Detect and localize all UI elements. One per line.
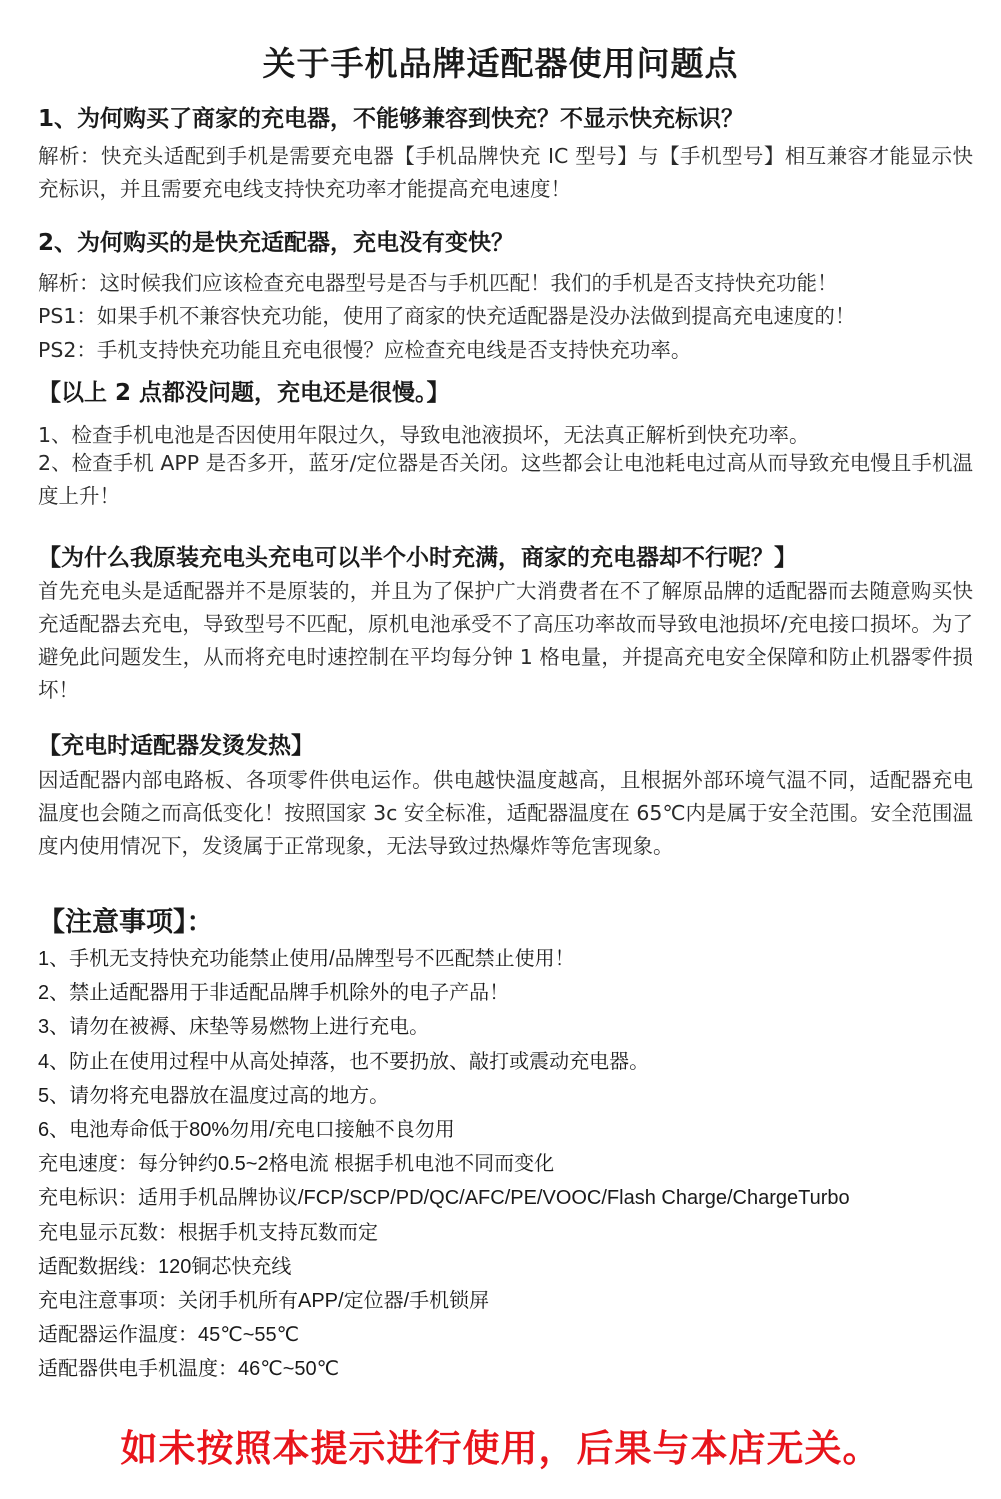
notice-item: 6、电池寿命低于80%勿用/充电口接触不良勿用 <box>38 1118 455 1141</box>
section-3-heading: 【以上 2 点都没问题，充电还是很慢。】 <box>38 380 450 406</box>
section-5-heading: 【充电时适配器发烫发热】 <box>38 733 314 759</box>
section-5-body: 因适配器内部电路板、各项零件供电运作。供电越快温度越高，且根据外部环境气温不同，适配器充电温度也会随之而高低变化！按照国家 3c 安全标准，适配器温度在 65℃内是属于安全范围。安全范围温度内使用情况下，发烫属于正常现象，无法导致过热爆炸等危害现象。 <box>38 768 973 858</box>
notice-item: 充电标识：适用手机品牌协议/FCP/SCP/PD/QC/AFC/PE/VOOC/Flash Charge/ChargeTurbo <box>38 1187 850 1210</box>
notice-item: 1、手机无支持快充功能禁止使用/品牌型号不匹配禁止使用！ <box>38 948 575 970</box>
notice-item: 适配器供电手机温度：46℃~50℃ <box>38 1358 340 1381</box>
section-4-body: 首先充电头是适配器并不是原装的，并且为了保护广大消费者在不了解原品牌的适配器而去随意购买快充适配器去充电，导致型号不匹配，原机电池承受不了高压功率故而导致电池损坏/充电接口损坏。为了避免此问题发生，从而将充电时速控制在平均每分钟 1 格电量，并提高充电安全保障和防止机器零件损坏！ <box>38 579 973 702</box>
notice-item: 适配器运作温度：45℃~55℃ <box>38 1324 300 1347</box>
notice-item: 充电显示瓦数：根据手机支持瓦数而定 <box>38 1221 378 1244</box>
notice-item: 3、请勿在被褥、床垫等易燃物上进行充电。 <box>38 1016 430 1039</box>
disclaimer-footer: 如未按照本提示进行使用，后果与本店无关。 <box>120 1427 881 1470</box>
section-3-item-2: 2、检查手机 APP 是否多开，蓝牙/定位器是否关闭。这些都会让电池耗电过高从而导致充电慢且手机温度上升！ <box>38 451 973 508</box>
notice-item: 2、禁止适配器用于非适配品牌手机除外的电子产品！ <box>38 982 510 1005</box>
notice-item: 适配数据线：120铜芯快充线 <box>38 1255 292 1278</box>
page-title: 关于手机品牌适配器使用问题点 <box>262 44 739 83</box>
question-1-heading: 1、为何购买了商家的充电器，不能够兼容到快充？不显示快充标识？ <box>38 106 745 132</box>
notice-item: 4、防止在使用过程中从高处掉落，也不要扔放、敲打或震动充电器。 <box>38 1050 650 1073</box>
notice-item: 充电速度：每分钟约0.5~2格电流 根据手机电池不同而变化 <box>38 1153 555 1176</box>
notice-heading: 【注意事项】： <box>38 907 214 938</box>
question-2-ps1: PS1：如果手机不兼容快充功能，使用了商家的快充适配器是没办法做到提高充电速度的！ <box>38 304 856 328</box>
notice-item: 充电注意事项：关闭手机所有APP/定位器/手机锁屏 <box>38 1289 490 1312</box>
section-4-heading: 【为什么我原装充电头充电可以半个小时充满，商家的充电器却不行呢？】 <box>38 545 797 571</box>
question-2-answer: 解析：这时候我们应该检查充电器型号是否与手机匹配！我们的手机是否支持快充功能！ <box>38 271 838 295</box>
notice-list <box>38 942 850 1386</box>
section-3-item-1: 1、检查手机电池是否因使用年限过久，导致电池液损坏，无法真正解析到快充功率。 <box>38 423 810 447</box>
question-1-answer: 解析：快充头适配到手机是需要充电器【手机品牌快充 IC 型号】与【手机型号】相互兼容才能显示快充标识，并且需要充电线支持快充功率才能提高充电速度！ <box>38 144 973 201</box>
notice-item: 5、请勿将充电器放在温度过高的地方。 <box>38 1084 390 1107</box>
question-2-ps2: PS2：手机支持快充功能且充电很慢？应检查充电线是否支持快充功率。 <box>38 338 692 362</box>
question-2-heading: 2、为何购买的是快充适配器，充电没有变快？ <box>38 230 515 256</box>
